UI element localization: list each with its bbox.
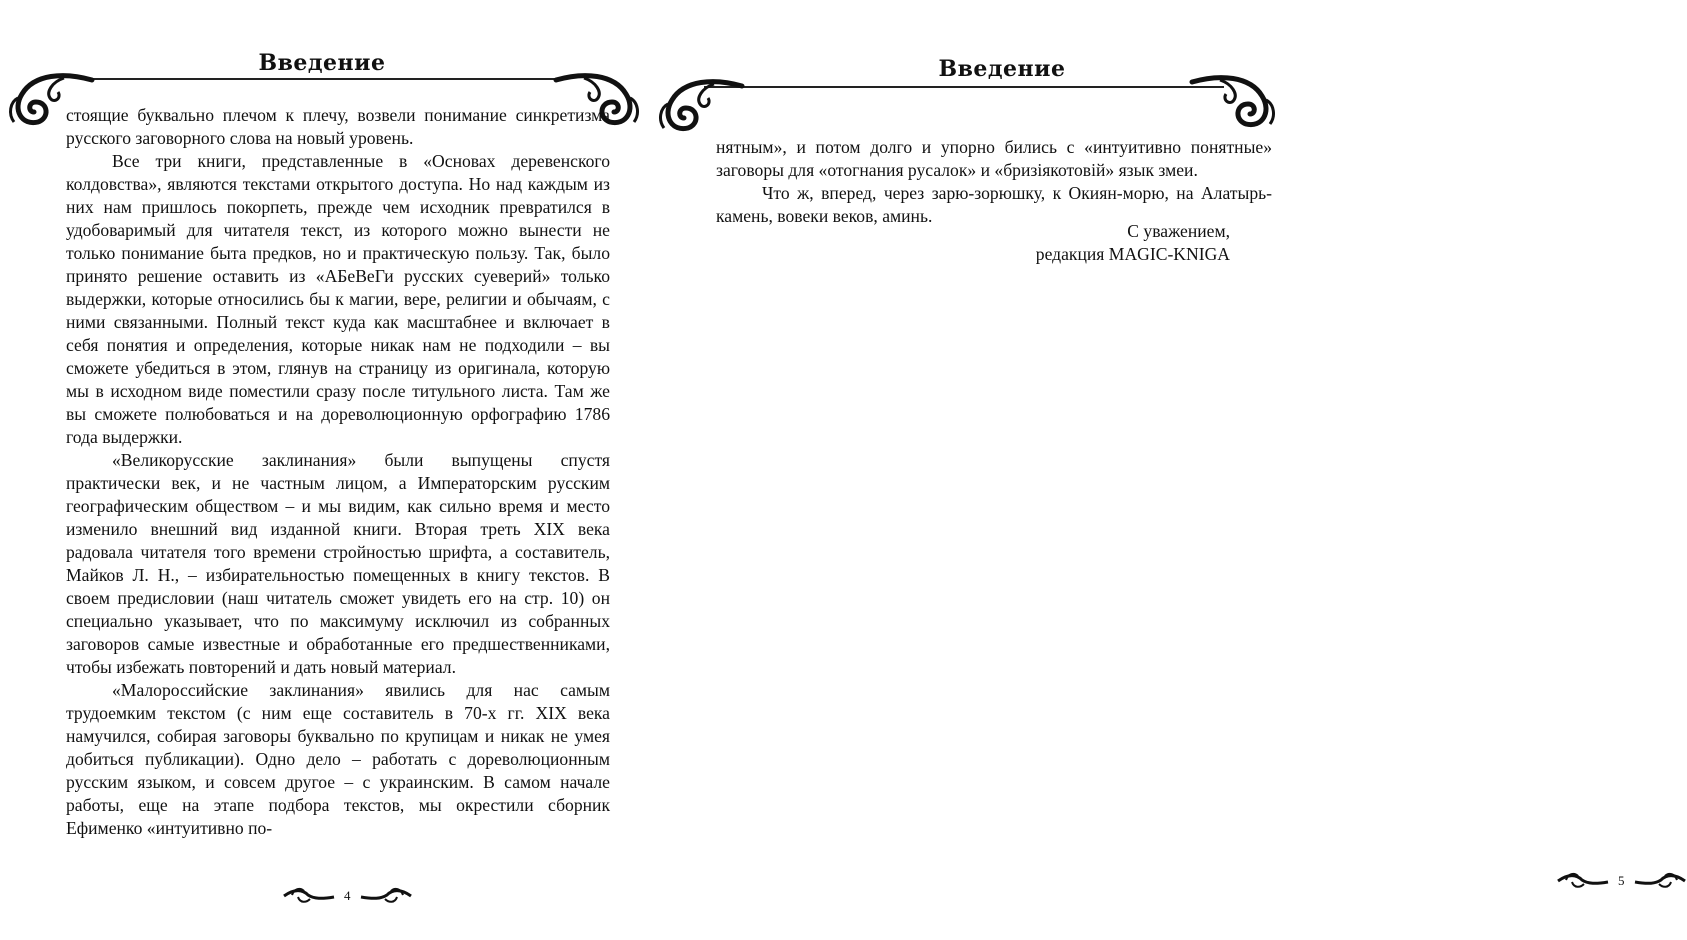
- signature-line: редакция MAGIC-KNIGA: [1035, 244, 1230, 264]
- body-text: [716, 136, 1272, 228]
- running-head: Введение: [258, 50, 386, 76]
- paragraph: Все три книги, представленные в «Основах деревенского колдовства», являются текстами открытого доступа. Но над каждым из них нам пришлось покорпеть, прежде чем исходник превратился в удобоваримый для читателя текст, из которого можно вынести не только понимание быта предков, но и практическую пользу. Так, было принято решение оставить из «АБеВеГи русских суеверий» только выдержки, которые относились бы к магии, вере, религии и обычаям, с ними связанными. Полный текст куда как масштабнее и включает в себя понятия и определения, которые никак нам не подходили – вы сможете убедиться в этом, глянув на страницу из оригинала, которую мы в исходном виде поместили сразу после титульного листа. Там же вы сможете полюбоваться и на дореволюционную орфографию 1786 года выдержки.: [66, 151, 610, 447]
- right-page: [640, 0, 1625, 940]
- paragraph: «Малороссийские заклинания» явились для нас самым трудоемким текстом (с ним еще составитель в 70-х гг. XIX века намучился, собирая заговоры буквально по крупицам и никак не умея добиться публикации). Одно дело – работать с дореволюционным русским языком, и совсем другое – с украинским. В самом начале работы, еще на этапе подбора текстов, мы окрестили сборник Ефименко «интуитивно по-: [66, 680, 610, 838]
- paragraph: «Великорусские заклинания» были выпущены спустя практически век, и не частным лицом, а Императорским русским географическим обществом – и мы видим, как сильно время и место изменило внешний вид изданной книги. Вторая треть XIX века радовала читателя того времени стройностью шрифта, а составитель, Майков Л. Н., – избирательностью помещенных в книгу текстов. В своем предисловии (наш читатель сможет увидеть его на стр. 10) он специально указывает, что по максимуму исключил из собранных заговоров самые известные и обработанные его предшественниками, чтобы избежать повторений и дать новый материал.: [66, 450, 610, 677]
- signature-line: С уважением,: [1127, 221, 1230, 241]
- fleuron-icon: [359, 887, 413, 905]
- page-number: 5: [1618, 873, 1625, 888]
- left-page: [0, 0, 640, 940]
- paragraph: нятным», и потом долго и упорно бились с «интуитивно понятные» заговоры для «отогнания русалок» и «бризіякотовій» язык змеи.: [716, 137, 1272, 180]
- swirl-ornament-icon: [654, 74, 746, 138]
- page-number: 4: [344, 888, 351, 903]
- header-rule: [704, 86, 1224, 88]
- page-folio: [1556, 872, 1687, 890]
- fleuron-icon: [282, 887, 336, 905]
- signature: [1036, 220, 1230, 266]
- body-text: [66, 104, 610, 840]
- running-head: Введение: [938, 56, 1066, 82]
- fleuron-icon: [1556, 872, 1610, 890]
- paragraph: стоящие буквально плечом к плечу, возвели понимание синкретизма русского заговорного слова на новый уровень.: [66, 105, 610, 148]
- paragraph: Что ж, вперед, через зарю-зорюшку, к Окиян-морю, на Алатырь-камень, вовеки веков, аминь.: [716, 183, 1272, 226]
- fleuron-icon: [1633, 872, 1687, 890]
- header-rule: [90, 78, 560, 80]
- page-folio: [282, 887, 413, 905]
- swirl-ornament-icon: [1188, 70, 1280, 134]
